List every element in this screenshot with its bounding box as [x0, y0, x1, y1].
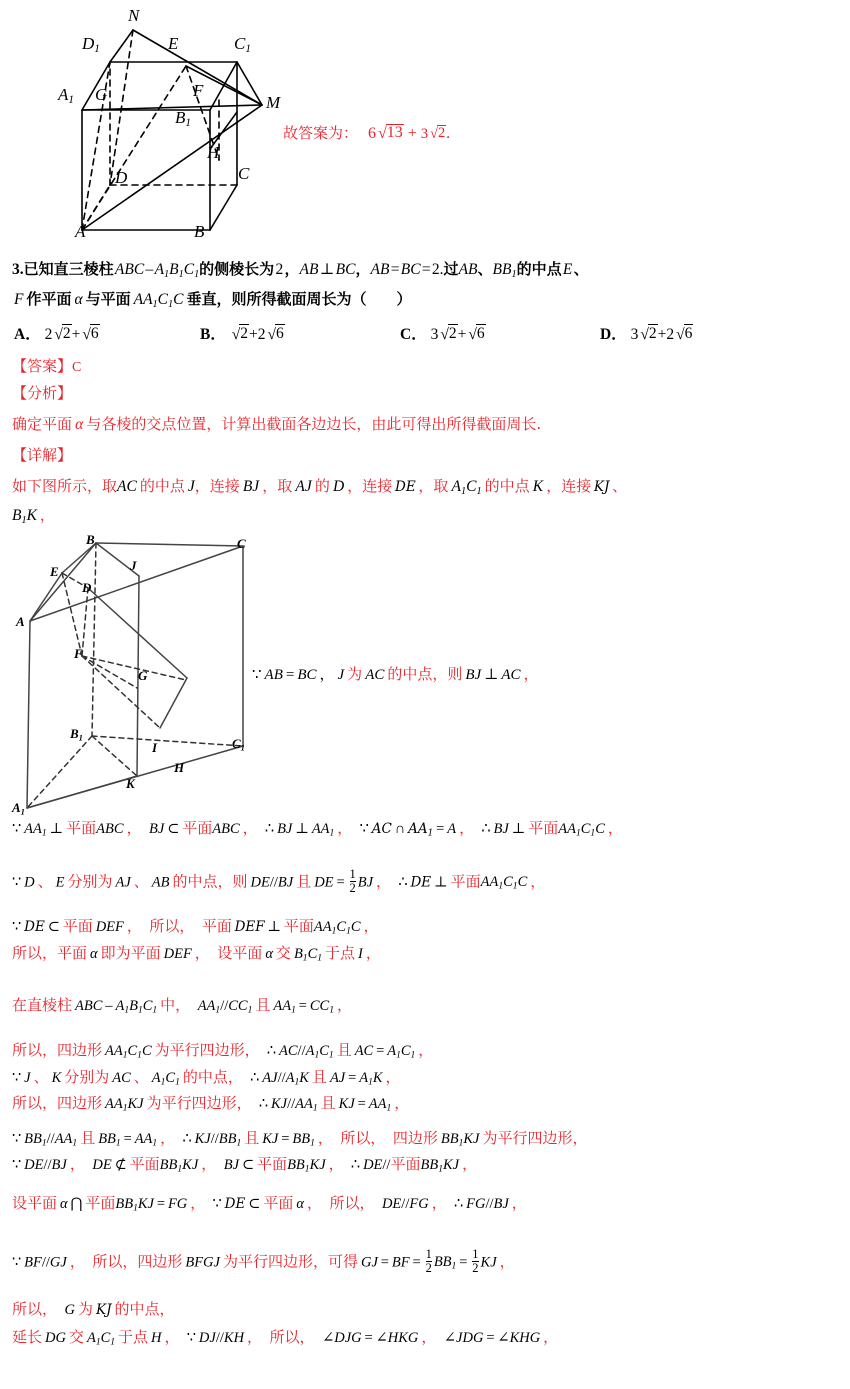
- proof-line-3: ∵ DE ⊂ 平面 DEF ， 所以， 平面 DEF ⊥ 平面$AA_1C_1C$ ，: [12, 917, 379, 937]
- choice-d-rad1: 2: [648, 325, 657, 343]
- figure1-label: $B_1$: [175, 108, 191, 130]
- proof-line-7: ∵ J 、 K 分别为 AC 、 $A_1C_1$ 的中点， ∴ $AJ//A_1K$ 且 AJ = $A_1K$ ，: [12, 1068, 401, 1088]
- construction-line-2: $B_1K$ ，: [12, 506, 55, 526]
- question-number: 3.: [12, 261, 24, 278]
- choice-b-coef2: 2: [257, 326, 266, 343]
- proof-line-4: 所以，平面 α 即为平面 DEF ， 设平面 α 交 $B_1C_1$ 于点 I ，: [12, 944, 381, 964]
- figure1-label: $C_1$: [234, 34, 251, 56]
- figure1-label: E: [168, 34, 179, 53]
- choice-b-rad2: 6: [276, 325, 284, 343]
- figure1-label: H: [207, 143, 220, 162]
- proof-line-8: 所以，四边形 $AA_1KJ$ 为平行四边形， ∴ $KJ//AA_1$ 且 KJ = $AA_1$ ，: [12, 1094, 410, 1114]
- side-note-line: ∵ AB = BC ， J 为 AC 的中点，则 BJ ⊥ AC ，: [252, 665, 539, 683]
- choice-a-rad2: 6: [90, 325, 99, 343]
- choice-c[interactable]: C． 3 √2+ √6: [400, 325, 485, 343]
- figure2-label: $C_1$: [232, 736, 245, 753]
- figure2-label: E: [50, 564, 59, 579]
- top-answer-radicand2: 2: [437, 125, 446, 142]
- figure1-label: M: [266, 93, 281, 112]
- choice-a[interactable]: A． 2 √2+ √6: [14, 325, 99, 343]
- figure-rectangular-prism: [0, 0, 300, 250]
- choice-d-label: D．: [600, 326, 627, 343]
- analysis-tag-line: [12, 386, 72, 402]
- answer-tag: 【答案】: [12, 357, 73, 375]
- figure1-label: D: [115, 168, 128, 187]
- figure1-label: N: [128, 6, 140, 25]
- proof-line-14: 延长 DG 交 $A_1C_1$ 于点 H ， ∵ DJ//KH ， 所以， ∠DJG = ∠HKG ， ∠JDG = ∠KHG ，: [12, 1328, 559, 1348]
- top-answer-plus: +: [407, 125, 417, 142]
- proof-line-10: ∵ DE//BJ ， DE ⊄ 平面$BB_1KJ$ ， BJ ⊂ 平面$BB_1KJ$ ， ∴ DE//平面$BB_1KJ$ ，: [12, 1155, 478, 1175]
- proof-line-9: ∵ $BB_1//AA_1$ 且 $BB_1 = AA_1$ ， ∴ $KJ//BB_1$ 且 KJ = $BB_1$ ， 所以， 四边形 $BB_1KJ$ 为平行四边形，: [12, 1129, 588, 1149]
- proof-line-11: 设平面 α ⋂ 平面$BB_1KJ$ = FG ， ∵ DE ⊂ 平面 α ， 所以， DE//FG ， ∴ FG//BJ ，: [12, 1194, 527, 1214]
- answer-line: [12, 359, 81, 375]
- top-answer-line: 故答案为： 6 √13 + 3 √2.: [283, 124, 451, 142]
- construction-line-1: 如下图所示，取AC 的中点 J，连接 BJ ，取 AJ 的 D ，连接 DE ，取 $A_1C_1$ 的中点 K ，连接 KJ 、: [12, 477, 628, 497]
- detail-tag: 【详解】: [12, 446, 73, 464]
- top-answer-period: .: [446, 125, 451, 142]
- choice-d-op: +: [657, 326, 667, 343]
- figure-triangular-prism: [0, 528, 270, 818]
- choice-c-coef1: 3: [430, 326, 439, 343]
- proof-line-5: 在直棱柱 ABC – $A_1B_1C_1$ 中， $AA_1//CC_1$ 且 $AA_1 = CC_1$ ，: [12, 996, 352, 1016]
- question-line-2: F 作平面 α 与平面 $AA_1C_1C$ 垂直，则所得截面周长为（ ）: [14, 290, 412, 310]
- proof-line-6: 所以，四边形 $AA_1C_1C$ 为平行四边形， ∴ $AC//A_1C_1$ 且 AC = $A_1C_1$ ，: [12, 1041, 434, 1061]
- analysis-tag: 【分析】: [12, 384, 73, 402]
- question-line-1: 3.已知直三棱柱 ABC – $A_1B_1C_1$的侧棱长为 2 ，AB ⊥ BC，AB = BC = 2.过AB、$BB_1$的中点 E 、: [12, 260, 589, 280]
- figure1-label: F: [193, 81, 204, 100]
- choice-a-op: +: [71, 326, 81, 343]
- figure2-label: K: [126, 776, 135, 791]
- choice-d-rad2: 6: [684, 325, 693, 343]
- figure2-label: A: [16, 614, 25, 629]
- figure1-svg: [0, 0, 300, 250]
- choice-d[interactable]: D． 3 √2+2 √6: [600, 325, 693, 343]
- figure2-label: B: [86, 532, 95, 547]
- choice-a-coef1: 2: [44, 326, 53, 343]
- figure1-label: B: [194, 222, 205, 241]
- figure2-label: $B_1$: [70, 726, 83, 743]
- proof-line-13: 所以， G 为 KJ 的中点，: [12, 1300, 175, 1318]
- figure1-label: C: [238, 164, 250, 183]
- choice-c-op: +: [457, 326, 467, 343]
- answer-value: C: [72, 360, 82, 375]
- top-answer-coef2: 3: [420, 126, 429, 142]
- choice-c-rad2: 6: [476, 325, 485, 343]
- figure2-label: G: [138, 668, 148, 683]
- choice-a-label: A．: [14, 326, 41, 343]
- figure1-label: $D_1$: [82, 34, 100, 56]
- choice-d-coef1: 3: [630, 326, 639, 343]
- top-answer-prefix: 故答案为：: [283, 124, 359, 142]
- choice-a-rad1: 2: [62, 325, 71, 343]
- proof-line-12: ∵ BF//GJ ， 所以，四边形 BFGJ 为平行四边形，可得 GJ = BF = $\frac{1}{2}$ $BB_1$ = $\frac{1}{2}$ KJ ，: [12, 1247, 515, 1276]
- choice-b-op: +: [248, 326, 258, 343]
- figure1-label: A: [75, 222, 86, 241]
- top-answer-coef1: 6: [368, 125, 377, 142]
- figure2-label: C: [237, 536, 246, 551]
- figure2-label: F: [74, 646, 83, 661]
- top-answer-radicand1: 13: [386, 124, 403, 142]
- choice-b-label: B．: [200, 326, 226, 343]
- figure2-label: D: [82, 580, 92, 595]
- choice-b[interactable]: B． √2+2 √6: [200, 325, 284, 343]
- choice-c-label: C．: [400, 326, 427, 343]
- proof-line-2: ∵ D 、 E 分别为 AJ 、 AB 的中点，则 DE//BJ 且 DE = $\frac{1}{2}$ BJ ， ∴ DE ⊥ 平面$AA_1C_1C$ ，: [12, 867, 546, 896]
- choice-c-rad1: 2: [448, 325, 457, 343]
- analysis-text-line: 确定平面 α 与各棱的交点位置，计算出截面各边边长，由此可得出所得截面周长.: [12, 415, 542, 433]
- figure1-label: G: [95, 85, 108, 104]
- figure2-label: H: [174, 760, 185, 775]
- detail-tag-line: [12, 448, 72, 464]
- choice-d-coef2: 2: [666, 326, 675, 343]
- figure2-label: I: [152, 740, 158, 755]
- figure1-label: $A_1$: [58, 85, 74, 107]
- proof-line-1: ∵ $AA_1$ ⊥ 平面ABC ， BJ ⊂ 平面ABC ， ∴ BJ ⊥ $AA_1$ ， ∵ AC ∩ $AA_1 = A$ ， ∴ BJ ⊥ 平面$AA_1C_1C$ ，: [12, 819, 623, 839]
- choice-b-rad1: 2: [240, 325, 248, 343]
- figure2-label: $A_1$: [12, 800, 25, 817]
- figure2-label: J: [130, 558, 137, 573]
